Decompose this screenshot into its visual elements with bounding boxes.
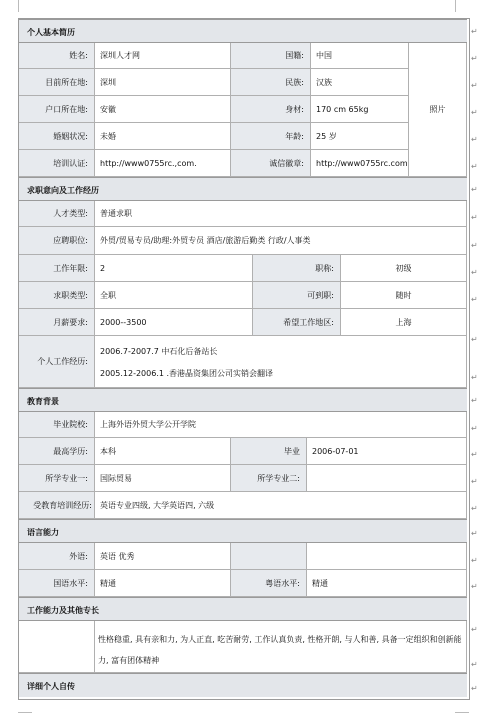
- nation-value[interactable]: 中国: [311, 43, 409, 69]
- cantonese-label: 粤语水平:: [231, 570, 307, 597]
- degree-label: 最高学历:: [19, 438, 95, 465]
- work-area-value[interactable]: 上海: [341, 309, 467, 336]
- age-label: 年龄:: [231, 123, 311, 150]
- paragraph-mark-20: ↵: [471, 556, 478, 565]
- mandarin-label: 国语水平:: [19, 570, 95, 597]
- paragraph-mark-13: ↵: [471, 373, 478, 382]
- ethnic-value[interactable]: 汉族: [311, 69, 409, 96]
- paragraph-mark-16: ↵: [471, 450, 478, 459]
- job-type-label: 求职类型:: [19, 282, 95, 309]
- paragraph-mark-8: ↵: [471, 213, 478, 222]
- photo-cell[interactable]: [409, 43, 467, 177]
- job-type-value[interactable]: 全职: [95, 282, 253, 309]
- work-years-value[interactable]: 2: [95, 255, 253, 282]
- training-label: 培训认证:: [19, 150, 95, 177]
- paragraph-mark-23: ↵: [471, 660, 478, 669]
- paragraph-mark-15: ↵: [471, 424, 478, 433]
- major-two-value[interactable]: [307, 465, 467, 492]
- paragraph-mark-9: ↵: [471, 241, 478, 250]
- photo-label: 照片: [429, 105, 446, 114]
- page-guide-bottom-left: [18, 712, 32, 713]
- work-years-label: 工作年限:: [19, 255, 95, 282]
- paragraph-mark-6: ↵: [471, 162, 478, 171]
- salary-label: 月薪要求:: [19, 309, 95, 336]
- paragraph-mark-2: ↵: [471, 54, 478, 63]
- page-guide-right: [455, 0, 456, 12]
- nation-label: 国籍:: [231, 43, 311, 69]
- skills-value[interactable]: 性格稳重, 具有亲和力, 为人正直, 吃苦耐劳, 工作认真负责, 性格开朗, 与人和善, 具备一定组织和创新能力, 富有团体精神: [95, 621, 467, 673]
- degree-value[interactable]: 本科: [95, 438, 231, 465]
- job-title-label: 职称:: [253, 255, 341, 282]
- location-value[interactable]: 深圳: [95, 69, 231, 96]
- paragraph-mark-18: ↵: [471, 504, 478, 513]
- paragraph-mark-22: ↵: [471, 625, 478, 634]
- page-guide-left: [18, 0, 19, 12]
- paragraph-mark-12: ↵: [471, 335, 478, 344]
- position-value[interactable]: 外贸/贸易专员/助理:外贸专员 酒店/旅游后勤类 行政/人事类: [95, 227, 467, 255]
- extra-language-label: [231, 543, 307, 570]
- availability-label: 可到职:: [253, 282, 341, 309]
- faith-badge-label: 诚信徽章:: [231, 150, 311, 177]
- paragraph-mark-5: ↵: [471, 135, 478, 144]
- training-value[interactable]: http://www0755rc.,com.: [95, 150, 231, 177]
- work-area-label: 希望工作地区:: [253, 309, 341, 336]
- section-skills-title: 工作能力及其他专长: [27, 606, 99, 615]
- foreign-language-label: 外语:: [19, 543, 95, 570]
- section-language-header: [19, 519, 467, 543]
- talent-type-value[interactable]: 普通求职: [95, 201, 467, 227]
- availability-value[interactable]: 随时: [341, 282, 467, 309]
- paragraph-mark-7: ↵: [471, 185, 478, 194]
- training-history-label: 受教育培训经历:: [19, 492, 95, 519]
- school-label: 毕业院校:: [19, 412, 95, 438]
- section-basic-header: [19, 19, 467, 43]
- graduation-label: 毕业: [231, 438, 307, 465]
- job-title-value[interactable]: 初级: [341, 255, 467, 282]
- major-two-label: 所学专业二:: [231, 465, 307, 492]
- graduation-value[interactable]: 2006-07-01: [307, 438, 467, 465]
- resume-table: [18, 18, 470, 700]
- age-value[interactable]: 25 岁: [311, 123, 409, 150]
- paragraph-mark-21: ↵: [471, 582, 478, 591]
- major-one-value[interactable]: 国际贸易: [95, 465, 231, 492]
- paragraph-mark-4: ↵: [471, 108, 478, 117]
- paragraph-mark-3: ↵: [471, 81, 478, 90]
- name-label: 姓名:: [19, 43, 95, 69]
- work-experience-value[interactable]: [95, 336, 467, 388]
- section-education-title: 教育背景: [27, 397, 59, 406]
- foreign-language-value[interactable]: 英语 优秀: [95, 543, 231, 570]
- hukou-label: 户口所在地:: [19, 96, 95, 123]
- name-value[interactable]: 深圳人才网: [95, 43, 231, 69]
- section-self-header: [19, 673, 467, 697]
- paragraph-mark-11: ↵: [471, 295, 478, 304]
- work-experience-entry-1: 2006.7-2007.7 中石化后备站长: [100, 347, 218, 356]
- section-education-header: [19, 388, 467, 412]
- section-self-title: 详细个人自传: [27, 682, 75, 691]
- hukou-value[interactable]: 安徽: [95, 96, 231, 123]
- body-value[interactable]: 170 cm 65kg: [311, 96, 409, 123]
- major-one-label: 所学专业一:: [19, 465, 95, 492]
- work-experience-label: 个人工作经历:: [19, 336, 95, 388]
- salary-value[interactable]: 2000--3500: [95, 309, 253, 336]
- section-skills-header: [19, 597, 467, 621]
- paragraph-mark-24: ↵: [471, 684, 478, 693]
- ethnic-label: 民族:: [231, 69, 311, 96]
- paragraph-mark-19: ↵: [471, 529, 478, 538]
- paragraph-mark-1: ↵: [471, 27, 478, 36]
- talent-type-label: 人才类型:: [19, 201, 95, 227]
- school-value[interactable]: 上海外语外贸大学公开学院: [95, 412, 467, 438]
- mandarin-value[interactable]: 精通: [95, 570, 231, 597]
- position-label: 应聘职位:: [19, 227, 95, 255]
- paragraph-mark-17: ↵: [471, 477, 478, 486]
- paragraph-mark-14: ↵: [471, 396, 478, 405]
- extra-language-value[interactable]: [307, 543, 467, 570]
- skills-label-cell: [19, 621, 95, 673]
- page-guide-bottom-right: [455, 712, 469, 713]
- faith-badge-value[interactable]: http://www0755rc.com: [311, 150, 409, 177]
- location-label: 目前所在地:: [19, 69, 95, 96]
- marital-value[interactable]: 未婚: [95, 123, 231, 150]
- section-intent-header: [19, 177, 467, 201]
- training-history-value[interactable]: 英语专业四级, 大学英语四, 六级: [95, 492, 467, 519]
- paragraph-mark-10: ↵: [471, 268, 478, 277]
- work-experience-entry-2: 2005.12-2006.1 .香港晶资集团公司实销会翻译: [100, 369, 274, 378]
- section-basic-title: 个人基本简历: [27, 28, 75, 37]
- body-label: 身材:: [231, 96, 311, 123]
- cantonese-value[interactable]: 精通: [307, 570, 467, 597]
- section-language-title: 语言能力: [27, 528, 59, 537]
- marital-label: 婚姻状况:: [19, 123, 95, 150]
- section-intent-title: 求职意向及工作经历: [27, 186, 99, 195]
